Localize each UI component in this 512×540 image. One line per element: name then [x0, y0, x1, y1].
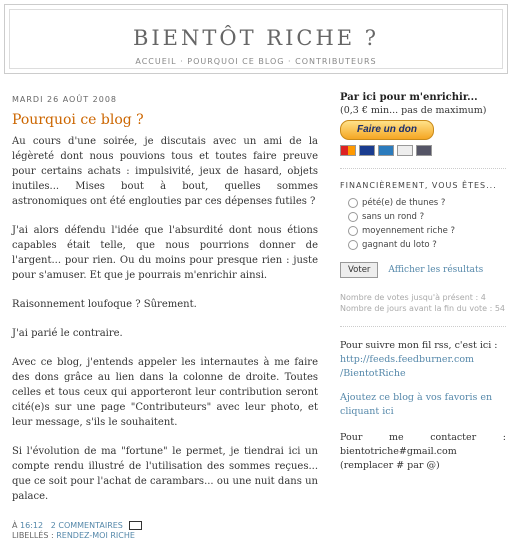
- poll-stats-votes: Nombre de votes jusqu'à présent : 4: [340, 293, 486, 302]
- nav-link-contributeurs[interactable]: CONTRIBUTEURS: [295, 57, 377, 66]
- post-labels: [12, 531, 135, 540]
- radio-icon[interactable]: [348, 240, 358, 250]
- radio-icon[interactable]: [348, 198, 358, 208]
- contact-word: :: [502, 432, 506, 443]
- favorites-link[interactable]: Ajoutez ce blog à vos favoris en cliquant ici: [340, 392, 493, 417]
- poll-stats-days: Nombre de jours avant la fin du vote : 54: [340, 304, 506, 313]
- donate-subtitle: (0,3 € min... pas de maximum): [340, 105, 487, 116]
- post-date: MARDI 26 AOÛT 2008: [12, 95, 117, 104]
- discover-icon: [397, 145, 413, 156]
- divider: [340, 326, 506, 327]
- post-paragraph: J'ai parié le contraire.: [12, 328, 123, 339]
- bank-icon: [416, 145, 432, 156]
- post-paragraph: J'ai alors défendu l'idée que l'absurdité dont nous étions capables était telle, que nous pourrions donner de l'argent... pour rien. Ou du moins pour presque rien : juste pour s'amuser. Et que je pourrais m'enrichir ainsi.: [12, 225, 318, 281]
- post-time-link[interactable]: 16:12: [20, 521, 44, 530]
- labels-prefix: LIBELLÉS :: [12, 531, 54, 540]
- poll-option-label: pété(e) de thunes ?: [362, 198, 446, 208]
- comments-link[interactable]: 2 COMMENTAIRES: [50, 521, 123, 530]
- donate-button[interactable]: Faire un don: [340, 120, 434, 140]
- blog-title[interactable]: BIENTÔT RICHE ?: [132, 26, 380, 50]
- rss-link-path[interactable]: /BientotRiche: [340, 368, 406, 379]
- vote-button[interactable]: Voter: [340, 262, 378, 278]
- poll-option[interactable]: [348, 226, 506, 236]
- label-link[interactable]: RENDEZ-MOI RICHE: [56, 531, 135, 540]
- nav-separator: ·: [288, 57, 292, 66]
- post-paragraph: Raisonnement loufoque ? Sûrement.: [12, 299, 197, 310]
- mastercard-icon: [340, 145, 356, 156]
- donate-title: Par ici pour m'enrichir...: [340, 92, 478, 103]
- post-paragraph: Si l'évolution de ma "fortune" le permet, je tiendrai ici un compte rendu illustré de l'utilisation des sommes reçues... que ce soit pour l'achat de carambars... ou une nuit dans un palace.: [12, 446, 318, 502]
- post-footer: [12, 521, 142, 530]
- contact-word: Pour: [340, 432, 363, 443]
- header-nav: [10, 57, 502, 66]
- contact-word: me: [388, 432, 404, 443]
- contact-block: [340, 431, 506, 473]
- blog-header: [4, 4, 508, 74]
- contact-note: (remplacer # par @): [340, 460, 440, 471]
- radio-icon[interactable]: [348, 226, 358, 236]
- poll-option-label: sans un rond ?: [362, 212, 425, 222]
- visa-icon: [359, 145, 375, 156]
- rss-link[interactable]: http://feeds.feedburner.com: [340, 354, 475, 365]
- poll-actions: [340, 262, 506, 278]
- post-column: [12, 95, 318, 518]
- poll-title: FINANCIÈREMENT, VOUS ÊTES...: [340, 181, 497, 190]
- poll-option[interactable]: [348, 240, 506, 250]
- poll-stats: [340, 292, 506, 314]
- nav-link-accueil[interactable]: ACCUEIL: [135, 57, 177, 66]
- rss-block: [340, 339, 506, 381]
- contact-line: [340, 431, 506, 445]
- header-inner-frame: [9, 9, 503, 69]
- poll-option[interactable]: [348, 212, 506, 222]
- footer-prefix: À: [12, 521, 18, 530]
- poll-option-label: moyennement riche ?: [362, 226, 456, 236]
- rss-text: Pour suivre mon fil rss, c'est ici :: [340, 340, 498, 351]
- post-title[interactable]: Pourquoi ce blog ?: [12, 112, 144, 128]
- nav-separator: ·: [180, 57, 184, 66]
- divider: [340, 168, 506, 169]
- contact-email: bientotriche#gmail.com: [340, 446, 457, 457]
- radio-icon[interactable]: [348, 212, 358, 222]
- post-paragraph: Au cours d'une soirée, je discutais avec un ami de la légèreté dont nous pouvions tous et toutes faire preuve pour certains achats : impulsivité, jeux de hasard, objets inutiles... Mises bout à bout, quelles sommes astronomiques ont été englouties par ces dépenses futiles ?: [12, 136, 318, 207]
- email-post-icon[interactable]: [129, 521, 142, 530]
- amex-icon: [378, 145, 394, 156]
- results-link[interactable]: Afficher les résultats: [388, 265, 484, 275]
- post-body: [12, 134, 318, 504]
- contact-word: contacter: [430, 432, 477, 443]
- nav-link-pourquoi[interactable]: POURQUOI CE BLOG: [187, 57, 285, 66]
- sidebar: [340, 92, 506, 473]
- post-paragraph: Avec ce blog, j'entends appeler les internautes à me faire des dons grâce au lien dans la colonne de droite. Toutes celles et tous ceux qui apporteront leur contribution seront cité(e)s sur une page "Contributeurs" avec leur photo, et leur message, s'ils le souhaitent.: [12, 357, 318, 428]
- payment-cards: [340, 145, 506, 156]
- poll-option[interactable]: [348, 198, 506, 208]
- poll-option-label: gagnant du loto ?: [362, 240, 437, 250]
